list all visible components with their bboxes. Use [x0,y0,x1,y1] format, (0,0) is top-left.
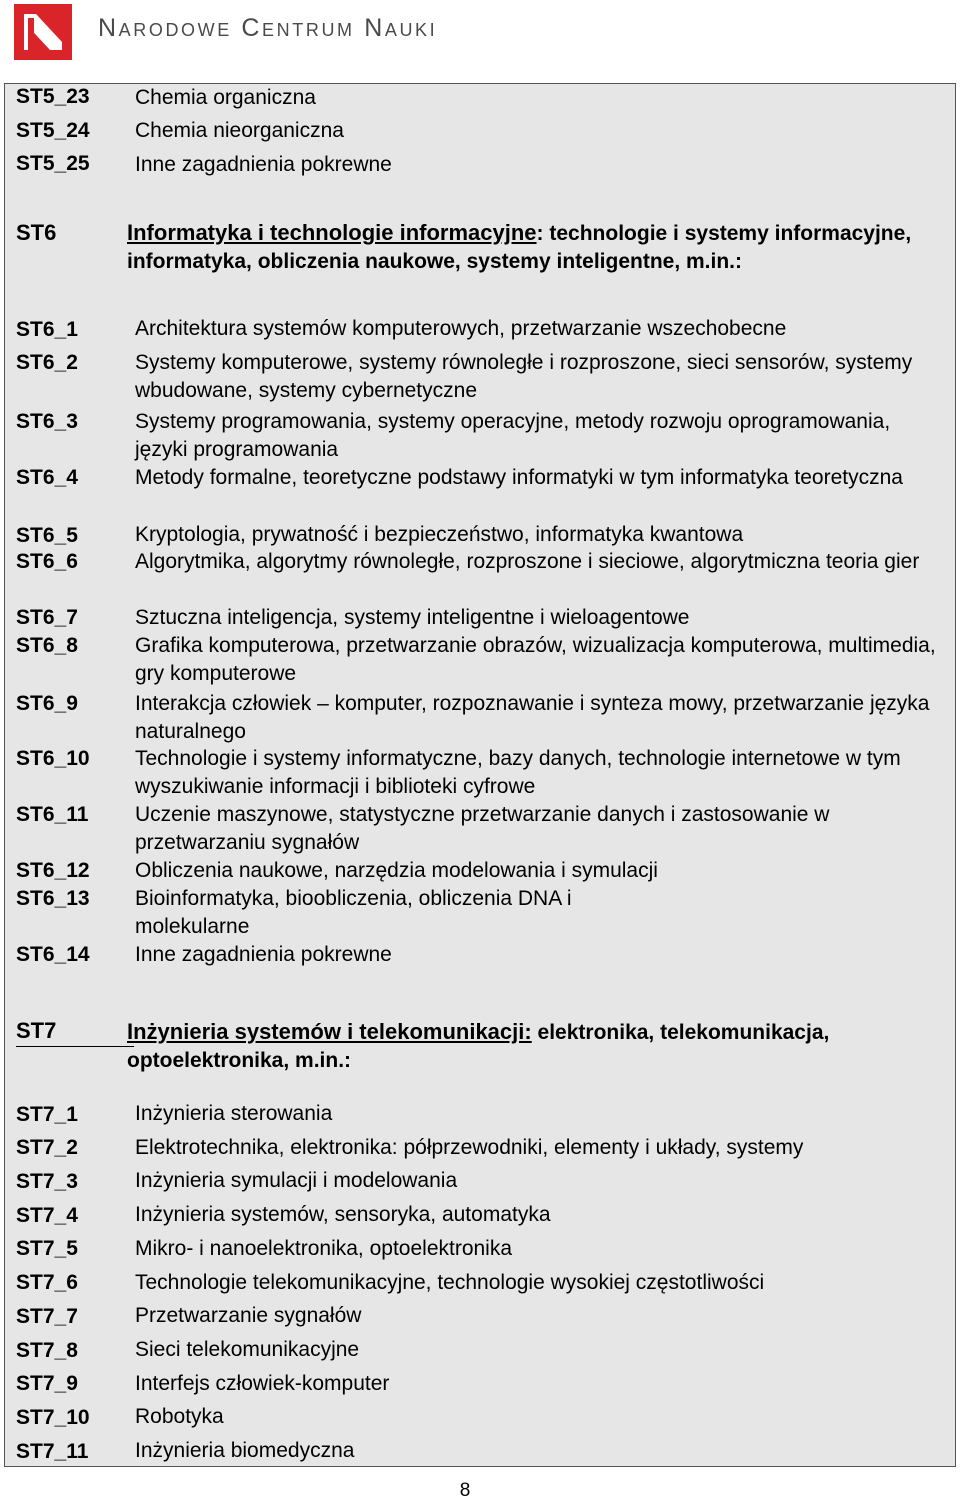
code-st6-13: ST6_13 [16,887,90,910]
desc-st7-10: Robotyka [135,1405,224,1428]
desc-st6-13: Bioinformatyka, bioobliczenia, obliczenia DNA i molekularne [135,887,572,938]
code-st7-10: ST7_10 [16,1406,90,1429]
code-st7-5: ST7_5 [16,1237,78,1260]
code-st7-1: ST7_1 [16,1103,78,1126]
desc-st5-25: Inne zagadnienia pokrewne [135,153,392,176]
desc-st6-8: Grafika komputerowa, przetwarzanie obrazów, wizualizacja komputerowa, multimedia, gry komputerowe [135,634,936,685]
ncn-logo [14,4,72,60]
desc-st6-2: Systemy komputerowe, systemy równoległe i rozproszone, sieci sensorów, systemy wbudowane, systemy cybernetyczne [135,351,913,402]
desc-st7-4: Inżynieria systemów, sensoryka, automatyka [135,1203,551,1226]
code-st7-7: ST7_7 [16,1305,78,1328]
section-code-st6: ST6 [16,220,57,245]
code-st5-24: ST5_24 [16,119,90,142]
code-st6-9: ST6_9 [16,692,78,715]
org-name [98,14,437,43]
desc-st6-4: Metody formalne, teoretyczne podstawy informatyki w tym informatyka teoretyczna [135,466,903,489]
desc-st7-8: Sieci telekomunikacyjne [135,1338,360,1361]
code-st6-8: ST6_8 [16,634,78,657]
code-st6-2: ST6_2 [16,351,78,374]
section-title-st6-head: Informatyka i technologie informacyjne [127,220,537,245]
desc-st7-9: Interfejs człowiek-komputer [135,1372,390,1395]
desc-st5-23: Chemia organiczna [135,86,316,109]
section-st7-underline [16,1046,134,1047]
code-st6-6: ST6_6 [16,550,78,573]
desc-st7-6: Technologie telekomunikacyjne, technologie wysokiej częstotliwości [135,1271,765,1294]
desc-st6-12: Obliczenia naukowe, narzędzia modelowania i symulacji [135,859,658,882]
code-st7-4: ST7_4 [16,1204,78,1227]
code-st6-10: ST6_10 [16,747,90,770]
desc-st6-14: Inne zagadnienia pokrewne [135,943,392,966]
code-st6-7: ST6_7 [16,606,78,629]
desc-st7-3: Inżynieria symulacji i modelowania [135,1169,458,1192]
code-st5-25: ST5_25 [16,152,90,175]
section-title-st7 [127,1018,949,1075]
org-name-text: Narodowe Centrum Nauki [98,14,438,42]
code-st7-6: ST7_6 [16,1271,78,1294]
desc-st6-11: Uczenie maszynowe, statystyczne przetwarzanie danych i zastosowanie w przetwarzaniu sygnałów [135,803,830,854]
desc-st7-5: Mikro- i nanoelektronika, optoelektronika [135,1237,513,1260]
code-st6-11: ST6_11 [16,803,89,826]
section-code-st7: ST7 [16,1018,57,1043]
code-st7-2: ST7_2 [16,1136,78,1159]
section-title-st6 [127,219,949,276]
code-st7-8: ST7_8 [16,1339,78,1362]
desc-st6-3: Systemy programowania, systemy operacyjne, metody rozwoju oprogramowania, języki programowania [135,410,891,461]
code-st7-11: ST7_11 [16,1440,89,1463]
desc-st7-1: Inżynieria sterowania [135,1102,333,1125]
code-st6-5: ST6_5 [16,524,78,547]
page-number: 8 [459,1480,471,1501]
desc-st7-11: Inżynieria biomedyczna [135,1439,355,1462]
desc-st6-6: Algorytmika, algorytmy równoległe, rozproszone i sieciowe, algorytmiczna teoria gier [135,550,920,573]
section-title-st6-rest: : technologie i systemy informacyjne, informatyka, obliczenia naukowe, systemy inteligentne, m.in.: [127,222,912,273]
discipline-panel [4,83,956,1467]
desc-st6-1: Architektura systemów komputerowych, przetwarzanie wszechobecne [135,317,787,340]
desc-st7-2: Elektrotechnika, elektronika: półprzewodniki, elementy i układy, systemy [135,1136,804,1159]
code-st6-12: ST6_12 [16,859,90,882]
desc-st6-9: Interakcja człowiek – komputer, rozpoznawanie i synteza mowy, przetwarzanie języka naturalnego [135,692,930,743]
desc-st5-24: Chemia nieorganiczna [135,119,344,142]
code-st6-1: ST6_1 [16,318,78,341]
desc-st7-7: Przetwarzanie sygnałów [135,1304,362,1327]
code-st5-23: ST5_23 [16,85,90,108]
code-st6-3: ST6_3 [16,410,78,433]
code-st6-4: ST6_4 [16,466,78,489]
desc-st6-7: Sztuczna inteligencja, systemy inteligentne i wieloagentowe [135,606,690,629]
section-title-st7-rest: elektronika, telekomunikacja, optoelektronika, m.in.: [127,1021,830,1072]
desc-st6-10: Technologie i systemy informatyczne, bazy danych, technologie internetowe w tym wyszukiwanie informacji i biblioteki cyfrowe [135,747,901,798]
page-header [0,0,960,62]
desc-st6-5: Kryptologia, prywatność i bezpieczeństwo, informatyka kwantowa [135,523,744,546]
code-st6-14: ST6_14 [16,943,90,966]
code-st7-3: ST7_3 [16,1170,78,1193]
code-st7-9: ST7_9 [16,1372,78,1395]
section-title-st7-head: Inżynieria systemów i telekomunikacji: [127,1019,532,1044]
